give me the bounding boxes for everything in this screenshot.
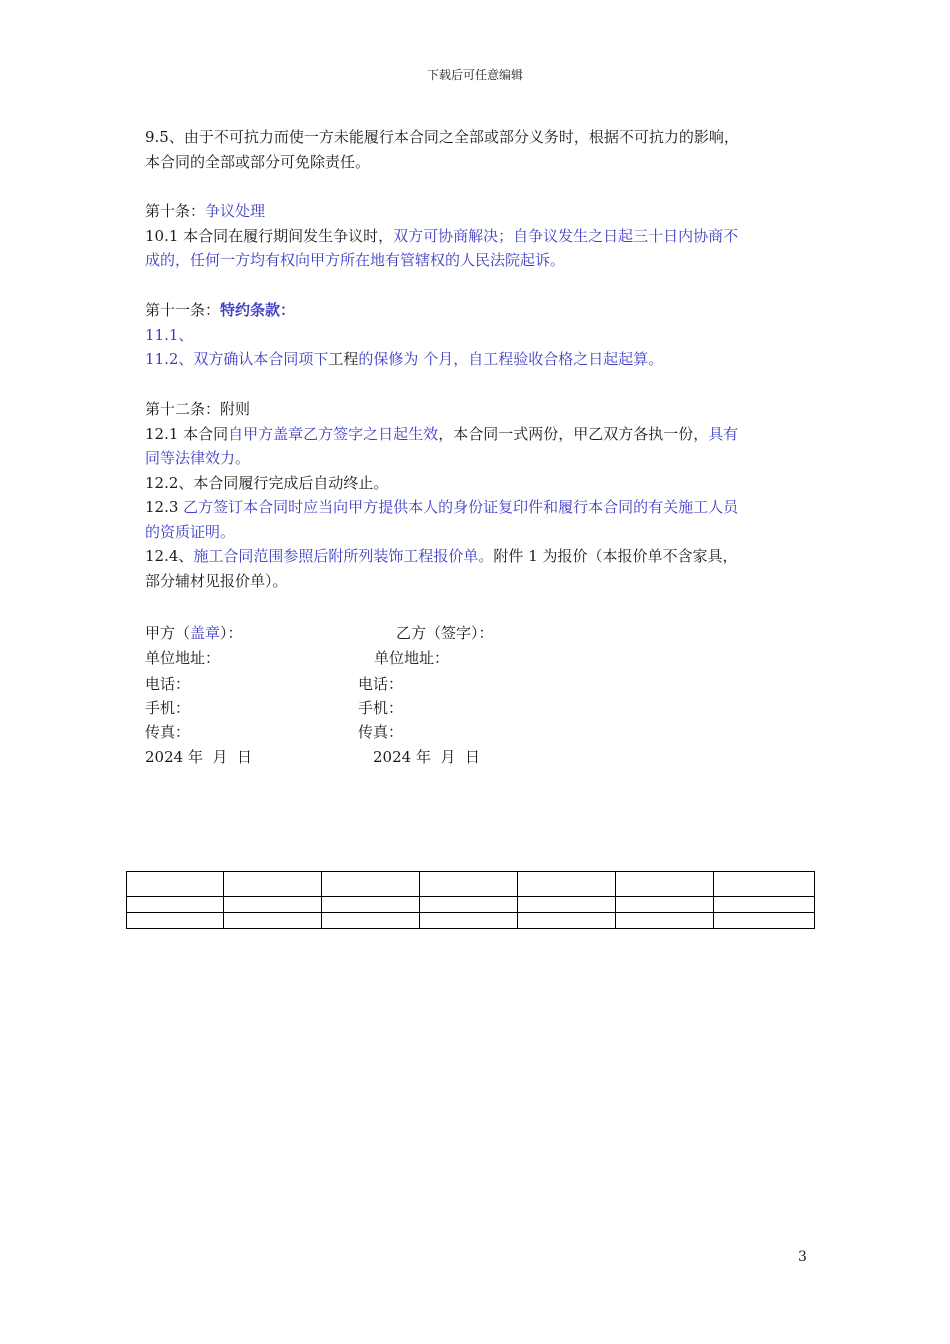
- clause-11-2-b: 工程: [328, 350, 359, 368]
- clause-12-4-c: 附件 1 为报价（本报价单不含家具，: [493, 547, 738, 565]
- article-11-heading: [145, 298, 295, 323]
- address-a: 单位地址：: [145, 649, 221, 667]
- article-11-prefix: 第十一条：: [145, 301, 221, 319]
- clause-11-2-c: 的保修为 个月，自工程验收合格之日起起算。: [358, 350, 664, 368]
- clause-12-3-a: 12.3: [145, 498, 184, 516]
- page-number: 3: [798, 1249, 807, 1265]
- clause-12-1-line1: [145, 422, 738, 447]
- clause-12-1-c: ，本合同一式两份，甲乙双方各执一份，: [438, 424, 709, 443]
- clause-12-2: 12.2、本合同履行完成后自动终止。: [145, 473, 389, 492]
- address-b: 单位地址：: [374, 649, 450, 667]
- clause-10-1-line2: 成的，任何一方均有权向甲方所在地有管辖权的人民法院起诉。: [145, 251, 566, 269]
- article-10-heading: [145, 199, 265, 224]
- clause-12-4-line2: 部分辅材见报价单）。: [145, 571, 288, 590]
- clause-12-3-line2: 的资质证明。: [145, 522, 236, 541]
- party-a-suffix: ）：: [220, 624, 243, 642]
- party-a-prefix: 甲方（: [145, 624, 191, 642]
- clause-12-4-b: 施工合同范围参照后附所列装饰工程报价单。: [193, 547, 494, 565]
- date-b: 2024 年 月 日: [373, 748, 481, 766]
- party-a-seal: 盖章: [190, 624, 221, 642]
- fax-a: 传真：: [145, 723, 191, 741]
- clause-12-3-line1: [145, 495, 738, 520]
- phone-b: 电话：: [358, 675, 404, 693]
- clause-12-1-b: 自甲方盖章乙方签字之日起生效: [228, 424, 439, 443]
- clause-10-1-black: 10.1 本合同在履行期间发生争议时，: [145, 226, 394, 245]
- clause-12-4-line1: [145, 544, 738, 569]
- table-row: [127, 897, 815, 913]
- article-10-title: 争议处理: [205, 202, 266, 220]
- fax-b: 传真：: [358, 723, 404, 741]
- clause-11-2-a: 11.2、双方确认本合同项下: [145, 350, 329, 368]
- article-10-prefix: 第十条：: [145, 202, 206, 220]
- clause-9-5-line1: 9.5、由于不可抗力而使一方未能履行本合同之全部或部分义务时，根据不可抗力的影响，: [145, 128, 739, 146]
- table-row: [127, 872, 815, 897]
- phone-a: 电话：: [145, 675, 191, 693]
- table-row: [127, 913, 815, 929]
- clause-12-1-d: 具有: [708, 424, 739, 443]
- clause-12-3-b: 乙方签订本合同时应当向甲方提供本人的身份证复印件和履行本合同的有关施工人员: [183, 498, 739, 516]
- clause-12-4-a: 12.4、: [145, 547, 194, 565]
- party-a-label: [145, 621, 243, 646]
- clause-11-2: [145, 347, 663, 372]
- page-header: 下载后可任意编辑: [426, 68, 523, 82]
- clause-11-1: 11.1、: [145, 325, 194, 344]
- clause-12-1-line2: 同等法律效力。: [145, 449, 251, 467]
- clause-10-1-line1: [145, 224, 738, 249]
- article-12-heading: 第十二条：附则: [145, 400, 251, 418]
- mobile-a: 手机：: [145, 699, 191, 717]
- empty-table: [126, 871, 815, 929]
- party-b-label: 乙方（签字）：: [396, 624, 494, 642]
- clause-9-5-line2: 本合同的全部或部分可免除责任。: [145, 152, 371, 171]
- clause-10-1-blue: 双方可协商解决；自争议发生之日起三十日内协商不: [393, 226, 739, 245]
- mobile-b: 手机：: [358, 699, 404, 717]
- article-11-title: 特约条款：: [220, 301, 296, 319]
- clause-12-1-a: 12.1 本合同: [145, 424, 229, 443]
- date-a: 2024 年 月 日: [145, 748, 253, 766]
